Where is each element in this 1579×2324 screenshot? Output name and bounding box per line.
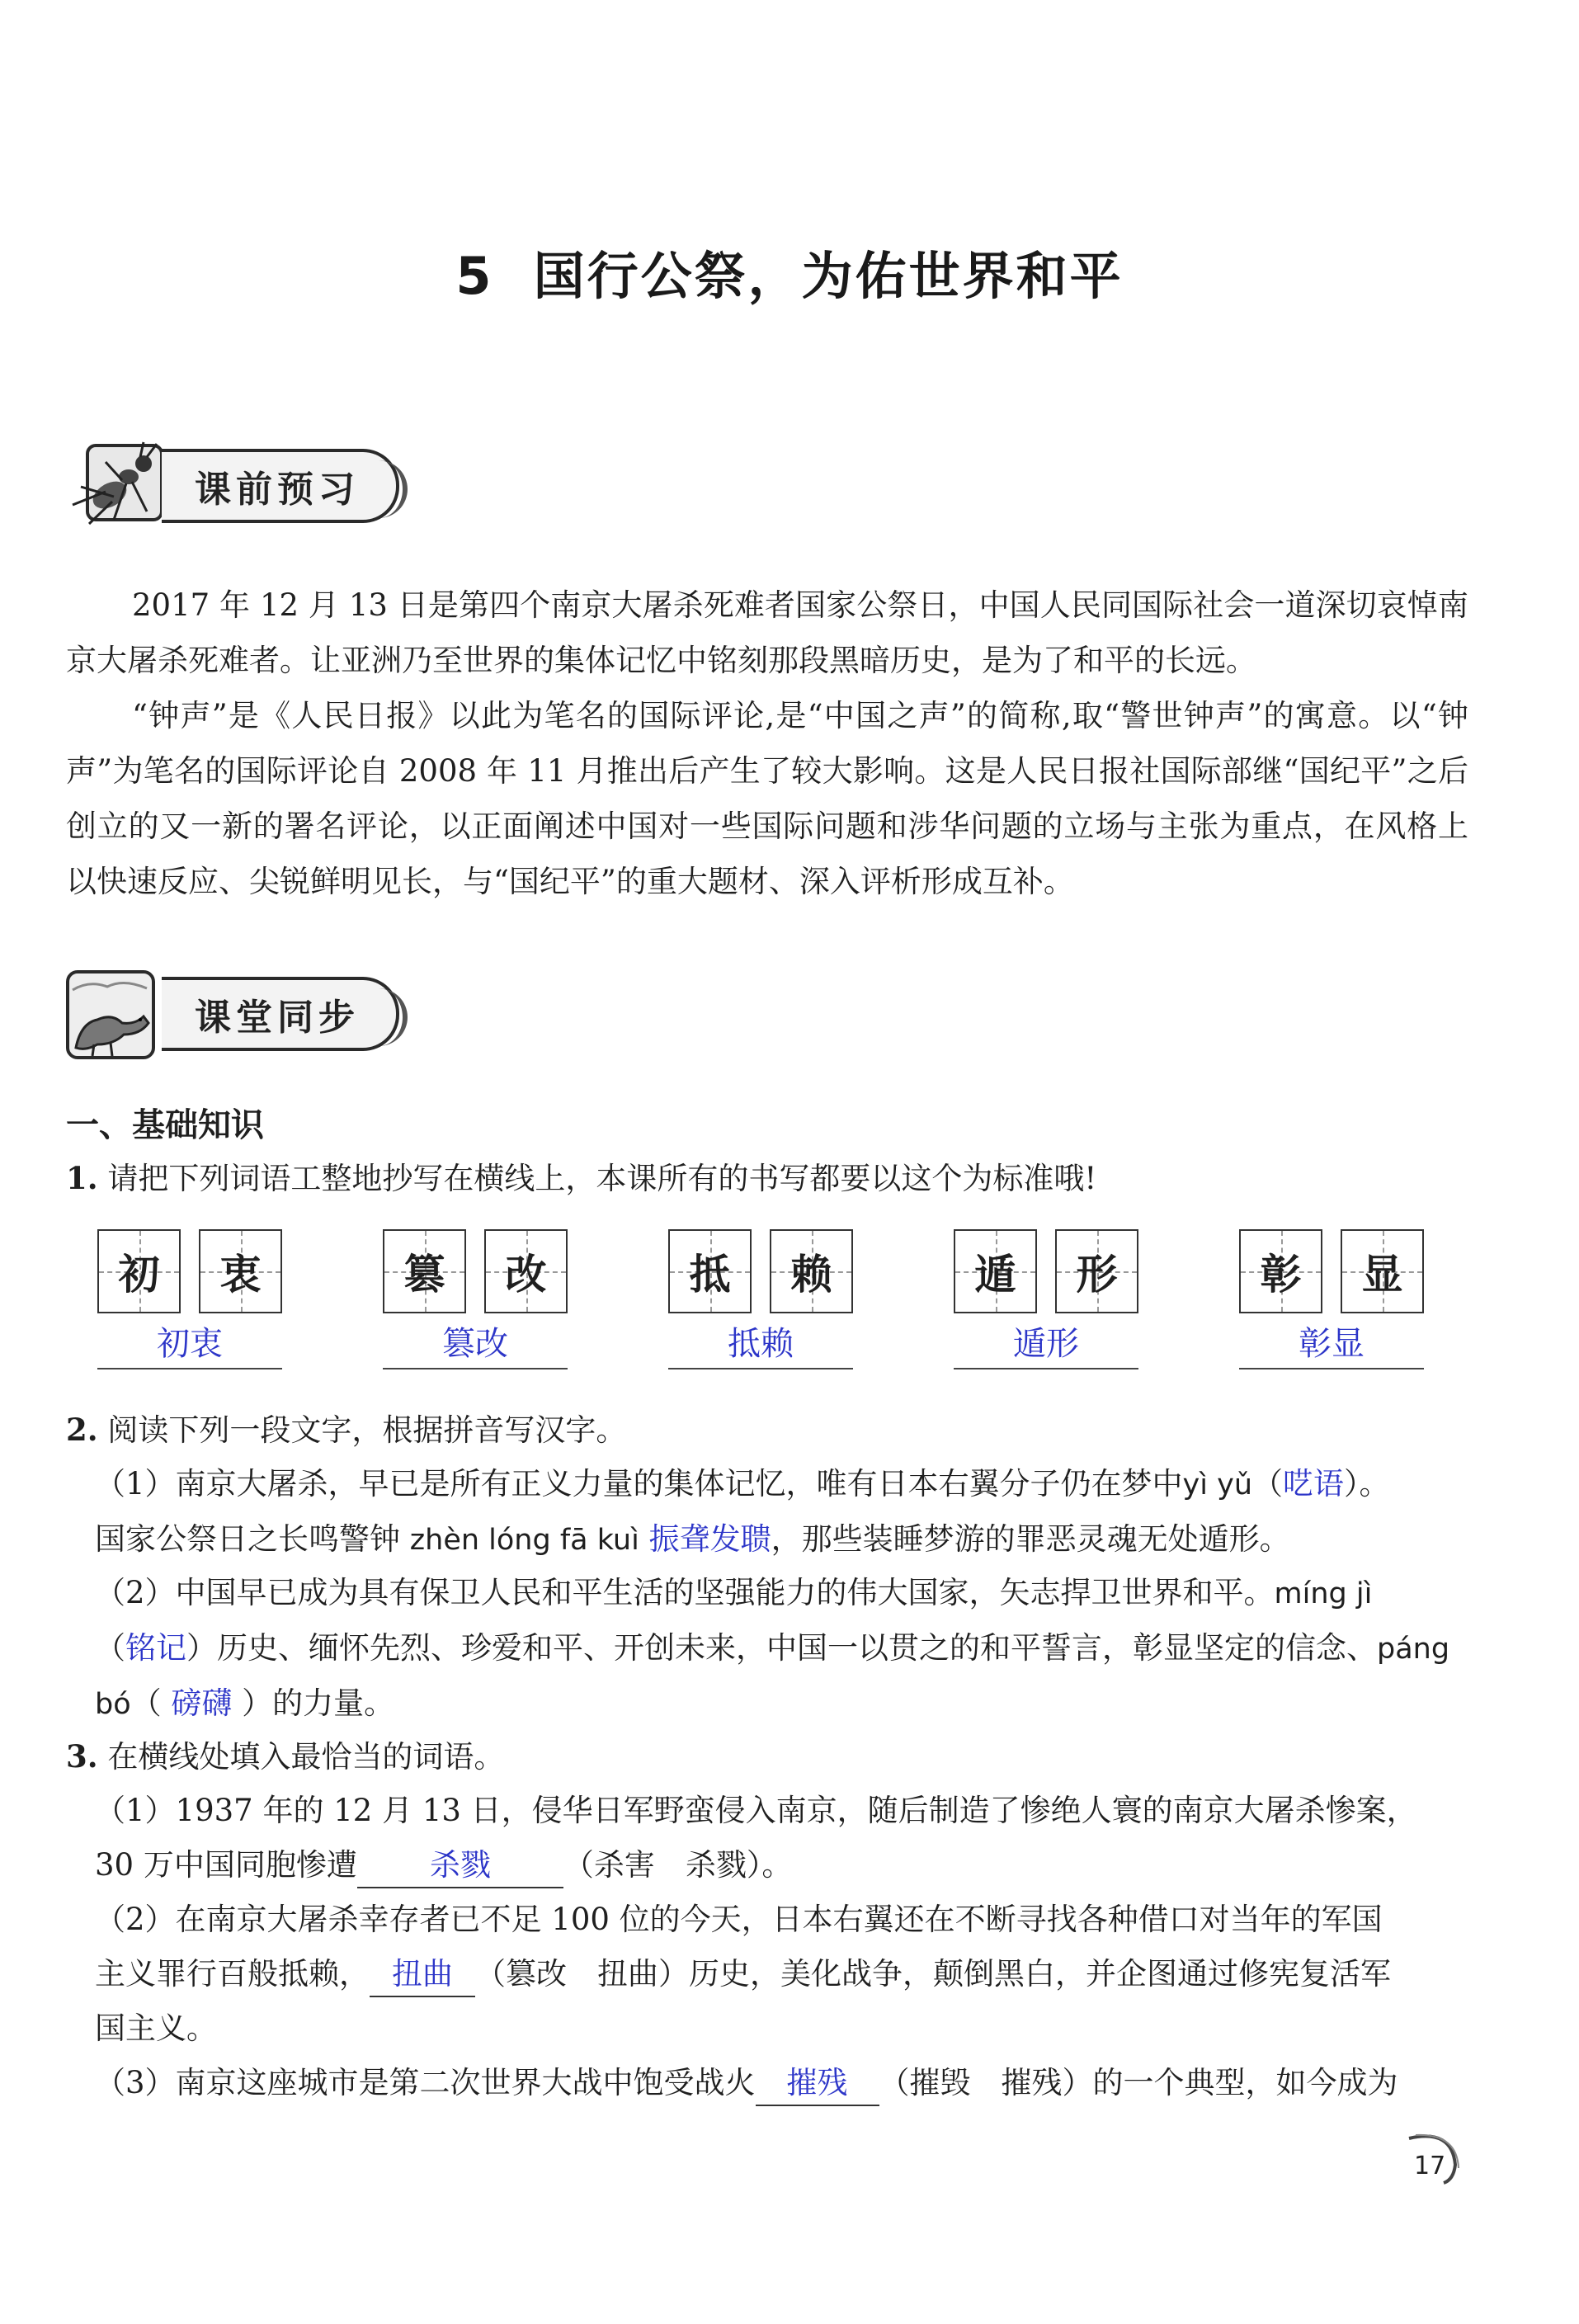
label-shadow-decoration <box>378 460 408 518</box>
q3-item2-text-d: 国主义。 <box>95 2011 217 2046</box>
word-group-5 <box>1239 1229 1424 1369</box>
q2-pinyin-1: yì yǔ <box>1182 1468 1253 1501</box>
q3-item3-text-a: （3）南京这座城市是第二次世界大战中饱受战火 <box>95 2065 756 2100</box>
q2-item1-text-b: 国家公祭日之长鸣警钟 <box>95 1521 400 1557</box>
word-group-3 <box>668 1229 853 1369</box>
preview-paragraph-2: “钟声”是《人民日报》以此为笔名的国际评论,是“中国之声”的简称,取“警世钟声”的寓意。以“钟声”为笔名的国际评论自 2008 年 11 月推出后产生了较大影响。这是人民日报社国际部继“国纪平”之后创立的又一新的署名评论，以正面阐述中国对一些国际问题和涉华问题的立场与主张为重点，在风格上以快速反应、尖锐鲜明见长，与“国纪平”的重大题材、深入评析形成互补。 <box>66 698 1468 899</box>
question-3-item-3 <box>95 2056 1477 2110</box>
q2-item1-text-a: （1）南京大屠杀，早已是所有正义力量的集体记忆，唯有日本右翼分子仍在梦中 <box>95 1466 1183 1501</box>
char-cell: 显 <box>1341 1229 1424 1313</box>
question-3-text: 在横线处填入最恰当的词语。 <box>107 1739 505 1775</box>
char-cell: 形 <box>1055 1229 1138 1313</box>
page-number-text: 17 <box>1414 2152 1446 2180</box>
lesson-title-text: 国行公祭，为佑世界和平 <box>533 246 1124 306</box>
classroom-label-text: 课堂同步 <box>195 997 360 1039</box>
question-2-text: 阅读下列一段文字，根据拼音写汉字。 <box>107 1412 627 1448</box>
copy-line[interactable]: 彰显 <box>1239 1320 1424 1369</box>
page-number <box>1402 2128 1460 2186</box>
char-cell: 初 <box>97 1229 181 1313</box>
question-2-item-1: （1）南京大屠杀，早已是所有正义力量的集体记忆，唯有日本右翼分子仍在梦中yì yǔ（呓语）。 国家公祭日之长鸣警钟 zhèn lóng fā kuì 振聋发聩，那些装睡梦游的罪恶灵魂无处遁形。 <box>95 1466 1390 1557</box>
question-1-text: 请把下列词语工整地抄写在横线上，本课所有的书写都要以这个为标准哦! <box>107 1161 1097 1196</box>
question-2-item-2: （2）中国早已成为具有保卫人民和平生活的坚强能力的伟大国家，矢志捍卫世界和平。míng jì （铭记）历史、缅怀先烈、珍爱和平、开创未来，中国一以贯之的和平誓言，彰显坚定的信念、páng bó（ 磅礴 ）的力量。 <box>95 1575 1450 1721</box>
question-1 <box>66 1151 1477 1206</box>
dinosaur-icon <box>64 965 172 1063</box>
q2-item1-text-c: ，那些装睡梦游的罪恶灵魂无处遁形。 <box>771 1521 1290 1557</box>
preview-section-header <box>64 437 399 535</box>
q3-item1-text-b: 30 万中国同胞惨遭 <box>95 1847 357 1883</box>
char-cell: 彰 <box>1239 1229 1322 1313</box>
ant-icon <box>64 437 172 535</box>
q2-pinyin-3: míng jì <box>1274 1577 1373 1610</box>
q3-item2-text-a: （2）在南京大屠杀幸存者已不足 100 位的今天，日本右翼还在不断寻找各种借口对当年的军国 <box>95 1902 1383 1937</box>
q3-answer-2[interactable]: 扭曲 <box>370 1953 475 1997</box>
question-3 <box>66 1729 1477 1784</box>
q3-item1-text-c: （杀害 杀戮）。 <box>563 1847 793 1883</box>
char-cell: 赖 <box>770 1229 853 1313</box>
q3-answer-1[interactable]: 杀戮 <box>357 1844 563 1888</box>
question-2 <box>66 1402 1477 1458</box>
q3-item1-text-a: （1）1937 年的 12 月 13 日，侵华日军野蛮侵入南京，随后制造了惨绝人寰的南京大屠杀惨案， <box>95 1793 1417 1828</box>
lesson-title <box>0 235 1579 309</box>
char-cell: 改 <box>484 1229 568 1313</box>
char-cell: 篡 <box>383 1229 466 1313</box>
word-group-1 <box>97 1229 282 1369</box>
copy-line[interactable]: 抵赖 <box>668 1320 853 1369</box>
question-1-number: 1. <box>66 1160 98 1196</box>
q2-item2-text-a: （2）中国早已成为具有保卫人民和平生活的坚强能力的伟大国家，矢志捍卫世界和平。 <box>95 1575 1275 1610</box>
copy-line[interactable]: 遁形 <box>954 1320 1138 1369</box>
q3-item3-text-b: （摧毁 摧残）的一个典型，如今成为 <box>879 2065 1398 2100</box>
q2-answer-4[interactable]: 磅礴 <box>171 1685 233 1721</box>
q3-item2-text-b: 主义罪行百般抵赖， <box>95 1956 370 1992</box>
q2-answer-2[interactable]: 振聋发聩 <box>648 1521 771 1557</box>
question-3-item-2 <box>95 1893 1477 2056</box>
lesson-number: 5 <box>455 246 494 306</box>
label-shadow-decoration <box>378 988 408 1046</box>
preview-section-label <box>162 449 399 523</box>
question-3-number: 3. <box>66 1738 98 1775</box>
question-3-item-1 <box>95 1784 1477 1893</box>
q3-answer-3[interactable]: 摧残 <box>756 2062 879 2106</box>
part1-heading: 一、基础知识 <box>66 1106 264 1144</box>
q2-pinyin-2: zhèn lóng fā kuì <box>409 1524 639 1557</box>
q2-answer-3[interactable]: 铭记 <box>125 1630 186 1666</box>
q2-item2-text-c: 的力量。 <box>272 1685 395 1721</box>
q2-answer-1[interactable]: 呓语 <box>1283 1466 1345 1501</box>
q2-item2-text-b: 历史、缅怀先烈、珍爱和平、开创未来，中国一以贯之的和平誓言，彰显坚定的信念、 <box>217 1630 1377 1666</box>
classroom-section-header <box>64 965 399 1063</box>
preview-paragraph-1: 2017 年 12 月 13 日是第四个南京大屠杀死难者国家公祭日，中国人民同国际社会一道深切哀悼南京大屠杀死难者。让亚洲乃至世界的集体记忆中铭刻那段黑暗历史，是为了和平的长远。 <box>66 587 1468 678</box>
q2-pinyin-4b: bó <box>95 1688 131 1721</box>
word-group-4 <box>954 1229 1138 1369</box>
copy-line[interactable]: 篡改 <box>383 1320 568 1369</box>
char-cell: 衷 <box>199 1229 282 1313</box>
question-2-number: 2. <box>66 1412 98 1448</box>
preview-label-text: 课前预习 <box>195 469 360 511</box>
char-cell: 遁 <box>954 1229 1037 1313</box>
q2-pinyin-4a: páng <box>1377 1633 1450 1666</box>
q3-item2-text-c: （篡改 扭曲）历史，美化战争，颠倒黑白，并企图通过修宪复活军 <box>475 1956 1391 1992</box>
copy-line[interactable]: 初衷 <box>97 1320 282 1369</box>
classroom-section-label <box>162 977 399 1051</box>
char-cell: 抵 <box>668 1229 752 1313</box>
preview-text <box>66 577 1468 909</box>
word-group-2 <box>383 1229 568 1369</box>
